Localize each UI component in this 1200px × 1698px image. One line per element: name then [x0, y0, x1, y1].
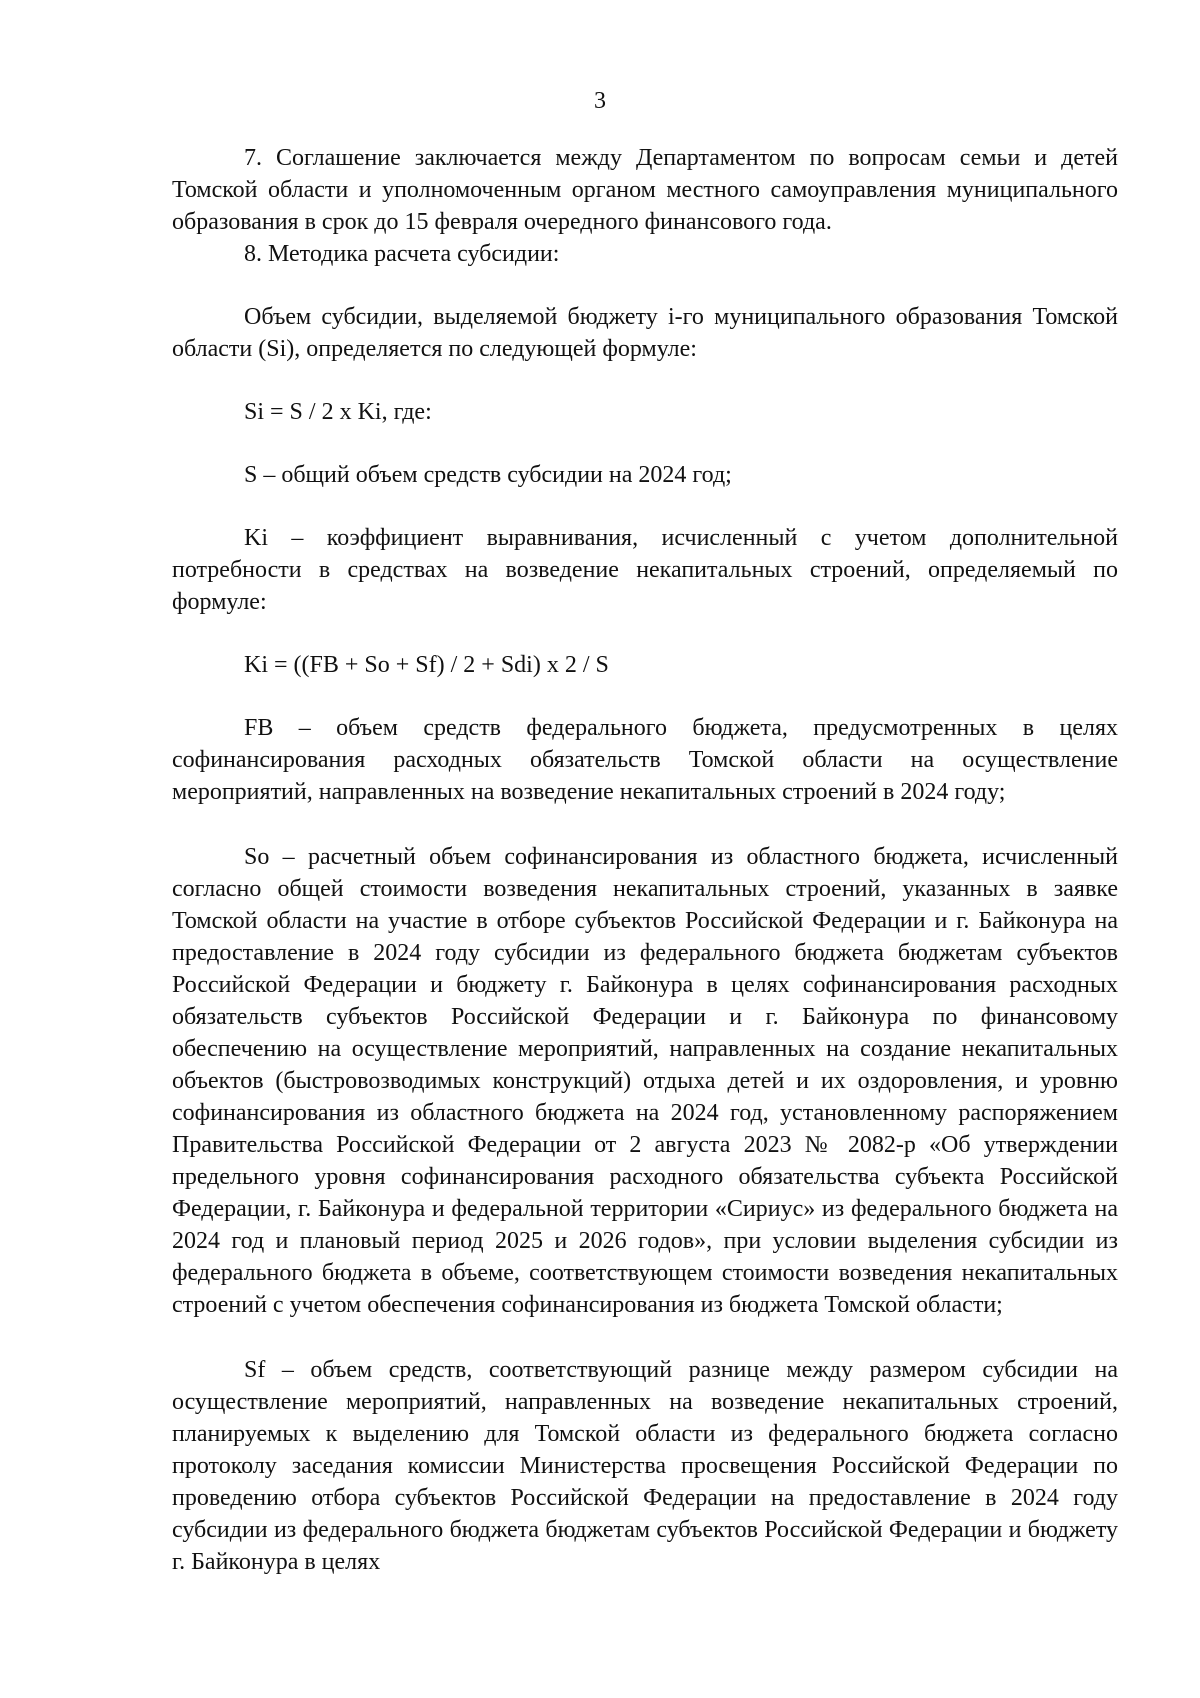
- definition-so: So – расчетный объем софинансирования из областного бюджета, исчисленный согласно общей стоимости возведения некапитальных строений, указанных в заявке Томской области на участие в отборе субъектов Российской Федерации и г. Байконура на предоставление в 2024 году субсидии из федерального бюджета бюджетам субъектов Российской Федерации и бюджету г. Байконура в целях софинансирования расходных обязательств субъектов Российской Федерации и г. Байконура по финансовому обеспечению на осуществление мероприятий, направленных на создание некапитальных объектов (быстровозводимых конструкций) отдыха детей и их оздоровления, и уровню софинансирования из областного бюджета на 2024 год, установленному распоряжением Правительства Российской Федерации от 2 августа 2023 № 2082-р «Об утверждении предельного уровня софинансирования расходного обязательства субъекта Российской Федерации, г. Байконура и федеральной территории «Сириус» из федерального бюджета на 2024 год и плановый период 2025 и 2026 годов», при условии выделения субсидии из федерального бюджета в объеме, соответствующем стоимости возведения некапитальных строений с учетом обеспечения софинансирования из бюджета Томской области;: [172, 844, 1118, 1318]
- page-number: 3: [594, 88, 606, 114]
- formula-ki: Ki = ((FB + So + Sf) / 2 + Sdi) x 2 / S: [244, 652, 609, 678]
- paragraph-8: 8. Методика расчета субсидии:: [244, 241, 560, 267]
- paragraph-7: 7. Соглашение заключается между Департаментом по вопросам семьи и детей Томской области и уполномоченным органом местного самоуправления муниципального образования в срок до 15 февраля очередного финансового года.: [172, 145, 1118, 235]
- definition-sf: Sf – объем средств, соответствующий разнице между размером субсидии на осуществление мероприятий, направленных на возведение некапитальных строений, планируемых к выделению для Томской области из федерального бюджета согласно протоколу заседания комиссии Министерства просвещения Российской Федерации по проведению отбора субъектов Российской Федерации на предоставление в 2024 году субсидии из федерального бюджета бюджетам субъектов Российской Федерации и бюджету г. Байконура в целях: [172, 1357, 1118, 1575]
- document-body: [172, 142, 1118, 1578]
- definition-ki: Ki – коэффициент выравнивания, исчисленный с учетом дополнительной потребности в средствах на возведение некапитальных строений, определяемый по формуле:: [172, 525, 1118, 615]
- definition-fb: FB – объем средств федерального бюджета, предусмотренных в целях софинансирования расходных обязательств Томской области на осуществление мероприятий, направленных на возведение некапитальных строений в 2024 году;: [172, 715, 1118, 805]
- definition-s: S – общий объем средств субсидии на 2024 год;: [244, 462, 732, 488]
- formula-si: Si = S / 2 x Ki, где:: [244, 399, 432, 425]
- paragraph-intro: Объем субсидии, выделяемой бюджету i-го муниципального образования Томской области (Si), определяется по следующей формуле:: [172, 304, 1118, 362]
